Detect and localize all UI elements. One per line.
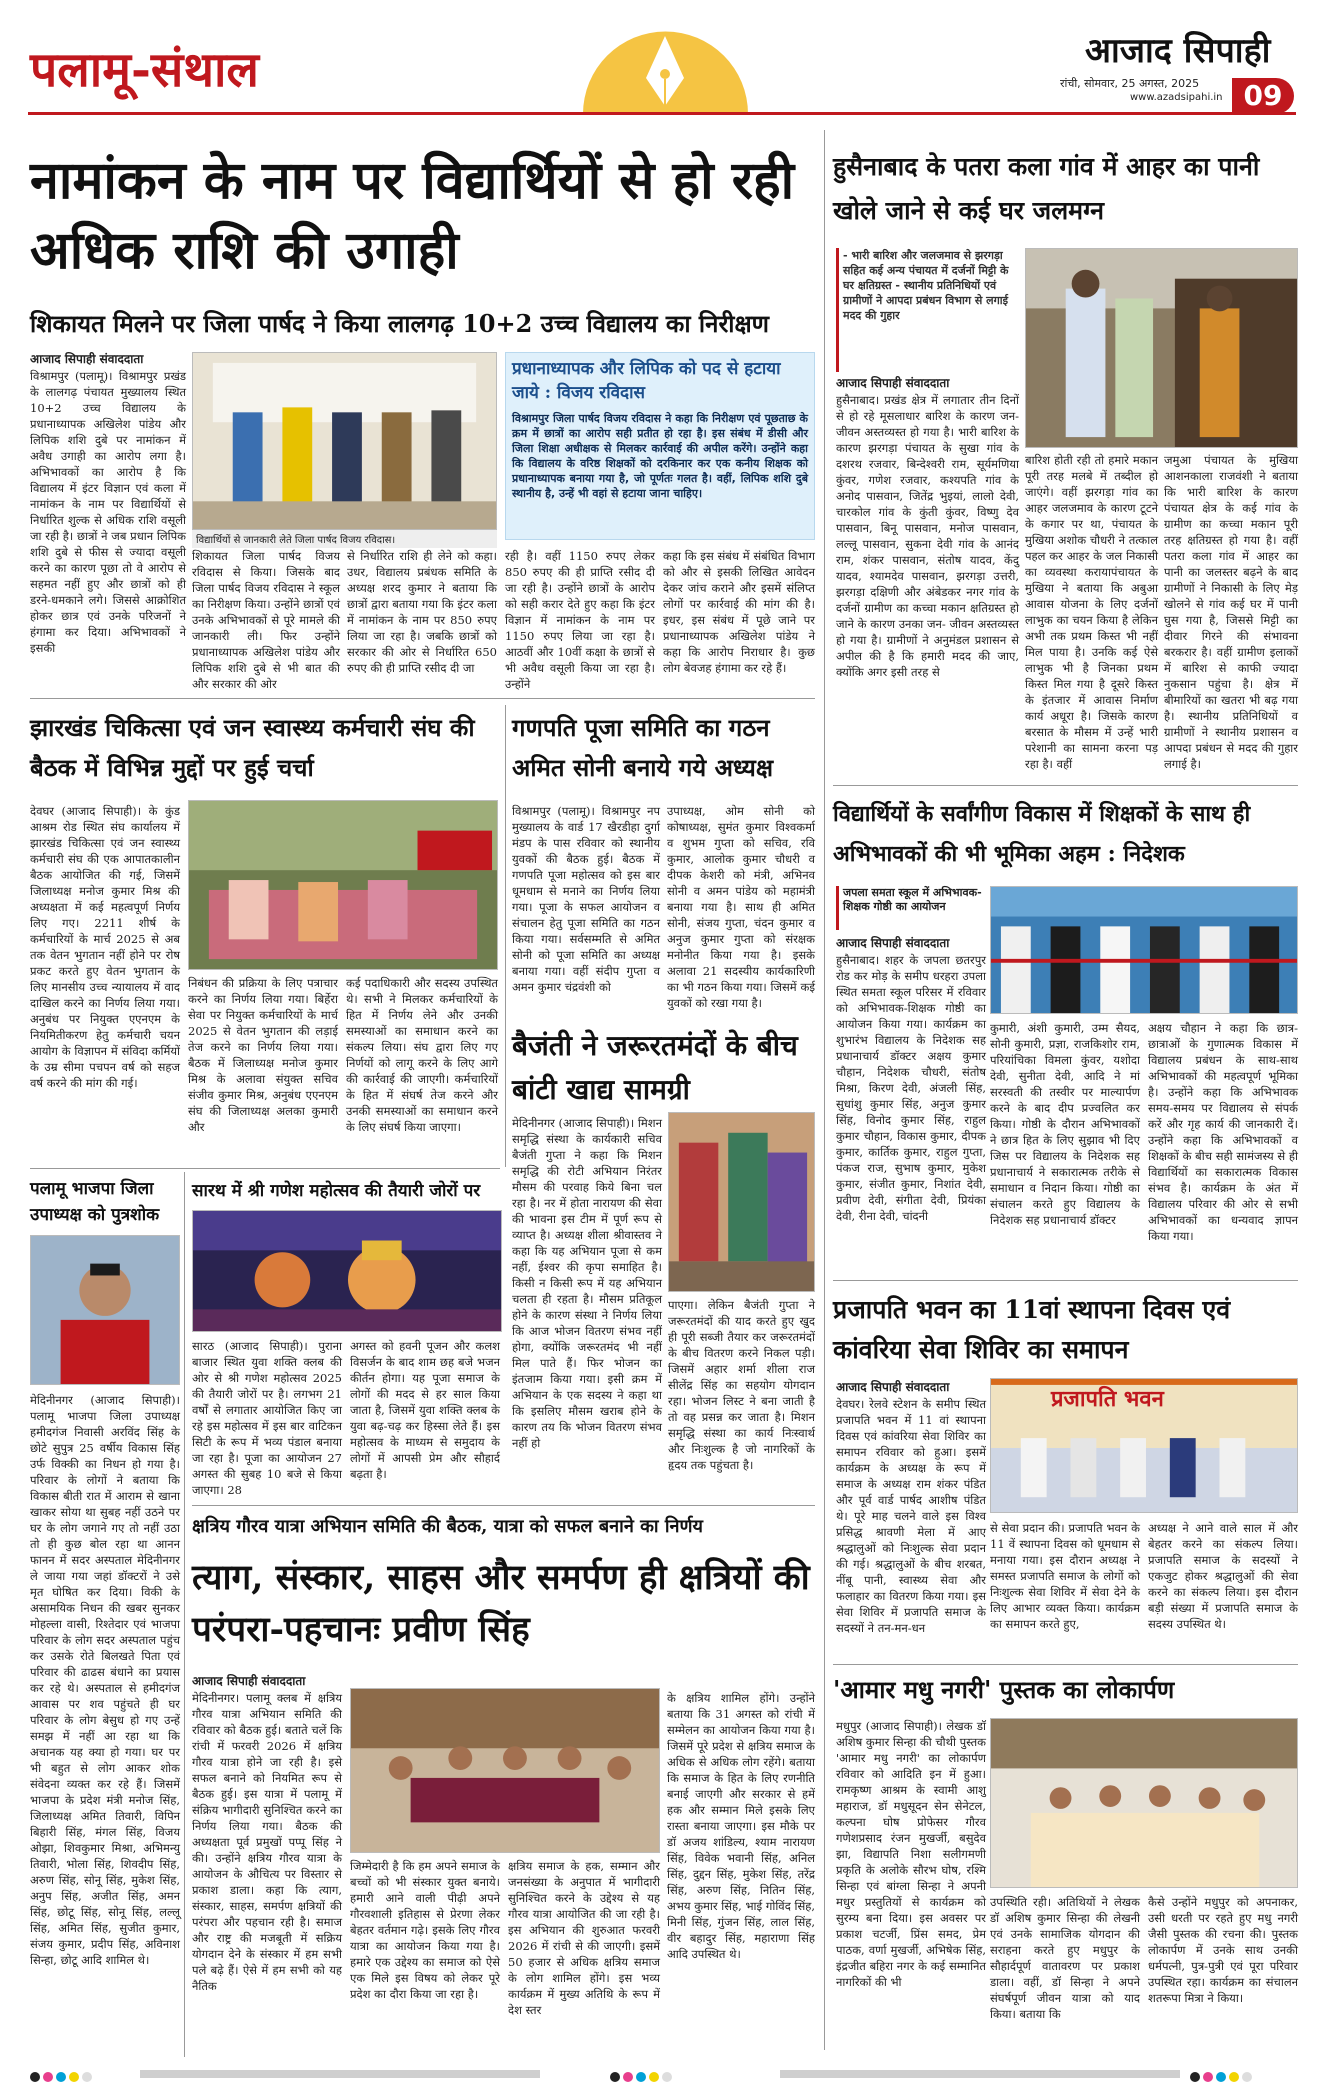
kshatriya-col-3: क्षत्रिय समाज के हक, सम्मान और जनसंख्या के अनुपात में भागीदारी सुनिश्चित करने के उद्देश्य से यह गौरव यात्रा आयोजित की जा रही है। इस अभियान की शुरुआत फरवरी 2026 में रांची से की जाएगी। इसमें 50 हजार से अधिक क्षत्रिय समाज के लोग शामिल होंगे। इस भव्य कार्यक्रम में मुख्य अतिथि के रूप में देश स्तर [508, 1859, 660, 2017]
ahar-col-2: बारिश होती रही तो हमारे मकान पूरी तरह मलबे में तब्दील हो जाएंगे। वहीं झरगड़ा गांव का आहर जलजमाव के कारण टूटने के कगार पर था, पंचायत के मुखिया अशोक चौधरी ने तत्काल पहल कर आहर के जल निकासी का व्यवस्था करायापंचायत के मुखिया ने बताया कि अबुआ आवास योजना के लिए दर्जनों लाभुक का चयन किया है लेकिन अभी तक प्रथम किस्त भी नहीं मिल पाया है। उनकि कई ऐसे लाभुक भी है जिनका प्रथम किस्त मिल गया है दूसरे किस्त के इंतजार में आवास निर्माण कार्य अधूरा है। जिसके कारण बरसात के मौसम में उन्हें भारी परेशानी का सामना करना पड़ रहा है। वहीं [1025, 453, 1158, 771]
lead-photo-caption: विद्यार्थियों से जानकारी लेते जिला पार्षद विजय रविदास। [192, 530, 497, 548]
prajapati-col-1: देवघर। रेलवे स्टेशन के समीप स्थित प्रजापति भवन में 11 वां स्थापना दिवस एवं कांवरिया सेवा शिविर का समापन रविवार को हुआ। इसमें कार्यक्रम के अध्यक्ष के रूप में समाज के अध्यक्ष राम शंकर पंडित और पूर्व वार्ड पार्षद आशीष पंडित थे। पूरे माह चलने वाले इस विश्व प्रसिद्ध श्रावणी मेला में आए श्रद्धालुओं को निःशुल्क सेवा प्रदान की गई। श्रद्धालुओं के बीच शरबत, नींबू पानी, स्वास्थ्य सेवा और फलाहार का वितरण किया गया। इस सेवा शिविर में प्रजापति समाज के सदस्यों ने तन-मन-धन [836, 1397, 986, 1635]
paper-name: आजाद सिपाही [1085, 31, 1271, 71]
madhu-col-1: मधुपुर (आजाद सिपाही)। लेखक डॉ अशिष कुमार सिन्हा की चौथी पुस्तक 'आमार मधु नगरी' का लोकार्पण रविवार को आदिति इन में हुआ। रामकृष्ण आश्रम के स्वामी आशु महाराज, डॉ मधुसूदन सेन सेनेटल, कल्पना घोष प्रोफेसर गौरव गणेशप्रसाद रंजन मुखर्जी, बसुदेव झा, विद्यापति निशा सलीगमणी प्रकृति के अलोके सौरभ घोष, रश्मि सिन्हा एवं बांग्ला सिन्हा ने अपनी मधुर प्रस्तुतियों से कार्यक्रम को सुरम्य बना दिया। इस अवसर पर प्रकाश चटर्जी, प्रिंस समद, प्रेम पाठक, वर्णा मुखर्जी, अभिषेक सिंह, इंद्रजीत बहिरा नगर के कई सम्मानित नागरिकों की भी [836, 1719, 986, 1989]
color-swatch [1242, 2072, 1252, 2082]
color-swatch [662, 2072, 672, 2082]
row-rule [833, 1664, 1298, 1665]
kshatriya-byline: आजाद सिपाही संवाददाता [192, 1674, 306, 1688]
prajapati-col-2: से सेवा प्रदान की। प्रजापति भवन के 11 वें स्थापना दिवस को धूमधाम से मनाया गया। इस दौरान अध्यक्ष ने समस्त प्रजापति समाज के लोगों को निःशुल्क सेवा शिविर में सेवा देने के लिए आभार व्यक्त किया। कार्यक्रम का समापन करते हुए, [990, 1521, 1140, 1631]
lead-byline: आजाद सिपाही संवाददाता [30, 352, 144, 366]
pen-nib-emblem [578, 22, 753, 114]
color-swatches-center [610, 2067, 675, 2086]
lead-headline: नामांकन के नाम पर विद्यार्थियों से हो रही अधिक राशि की उगाही [30, 150, 795, 281]
madhu-headline: 'आमार मधु नगरी' पुस्तक का लोकार्पण [833, 1675, 1175, 1704]
madhu-col-3: कैसे उन्होंने मधुपुर को अपनाकर, उसी धरती पर रहते हुए मधु नगरी जैसी पुस्तक की रचना की। पुस्तक लोकार्पण में उनके साथ उनकी धर्मपत्नी, पुत्र-पुत्री एवं पूरा परिवार उपस्थित रहा। कार्यक्रम का संचालन शतरूपा मित्रा ने किया। [1148, 1895, 1298, 2005]
teachers-headline: विद्यार्थियों के सर्वांगीण विकास में शिक्षकों के साथ ही अभिभावकों की भी भूमिका अहम : निदेशक [833, 801, 1251, 867]
color-swatch [623, 2072, 633, 2082]
column-rule [184, 1172, 185, 2057]
color-swatch [30, 2072, 40, 2082]
food-photo [668, 1112, 815, 1292]
color-swatch [56, 2072, 66, 2082]
website: www.azadsipahi.in [1130, 92, 1223, 103]
food-headline: बैजंती ने जरूरतमंदों के बीच बांटी खाद्य सामग्री [512, 1029, 798, 1106]
bjp-photo [30, 1235, 180, 1385]
dateline: रांची, सोमवार, 25 अगस्त, 2025 [1060, 77, 1200, 90]
color-swatch [649, 2072, 659, 2082]
kshatriya-kicker: क्षत्रिय गौरव यात्रा अभियान समिति की बैठक, यात्रा को सफल बनाने का निर्णय [192, 1516, 703, 1537]
prajapati-headline: प्रजापति भवन का 11वां स्थापना दिवस एवं कांवरिया सेवा शिविर का समापन [833, 1295, 1231, 1364]
row-rule [30, 698, 815, 699]
teachers-photo [990, 886, 1298, 1014]
lead-col-2: शिकायत जिला पार्षद विजय रविदास से किया। जिसके बाद जिला पार्षद विजय रविदास ने स्कूल का निरीक्षण किया। उन्होंने छात्रों एवं उनके अभिभावकों से पूरे मामले की जानकारी ली। फिर उन्होंने प्रधानाध्यापक अखिलेश पांडेय और लिपिक शशि दुबे से भी बात की और सरकार की ओर [192, 549, 340, 691]
color-swatches-right [1190, 2067, 1255, 2086]
lead-col-5: कहा कि इस संबंध में संबंधित विभाग को और से इसकी लिखित आवेदन देकर जांच कराने और इसमें संलिप्त लोगों पर कार्रवाई की मांग की है। इधर, इस संबंध में पूछे जाने पर प्रधानाध्यापक अखिलेश पांडेय ने कहा कि आरोप निराधार है। कुछ लोग बेवजह हंगामा कर रहे हैं। [663, 549, 815, 675]
row-rule [833, 1280, 1298, 1281]
column-rule [505, 705, 506, 1167]
kshatriya-photo [350, 1688, 660, 1853]
health-col-2: निबंधन की प्रक्रिया के लिए पत्राचार करने का निर्णय लिया गया। बिर्हेरा सेवा पर नियुक्त कर्मचारियों के मार्च 2025 से वेतन भुगतान की लड़ाई तेज करने का निर्णय लिया गया। बैठक में जिलाध्यक्ष मनोज कुमार मिश्र के अलावा संयुक्त सचिव संजीव कुमार मिश्र, अनुबंध एएनएम संघ की जिलाध्यक्ष अलका कुमारी और [188, 976, 338, 1134]
sarath-col-1: सारठ (आजाद सिपाही)। पुराना बाजार स्थित युवा शक्ति क्लब की ओर से श्री गणेश महोत्सव 2025 की तैयारी जोरों पर है। लगभग 21 वर्षों से लगातार आयोजित किए जा रहे इस महोत्सव में इस बार वाटिकन सिटी के रूप में भव्य पंडाल बनाया जा रहा है। पूजा का आयोजन 27 अगस्त की सुबह 10 बजे से किया जाएगा। 28 [192, 1339, 342, 1497]
teachers-col-2: कुमारी, अंशी कुमारी, उम्म सैयद, सोनी कुमारी, प्रज्ञा, राजकिशोर राम, परियांचिका विमला कुंवर, यशोदा देवी, सुनीता देवी, आदि ने मां सरस्वती की तस्वीर पर माल्यार्पण करने के बाद दीप प्रज्वलित कर किया। गोष्ठी के दौरान अभिभावकों ने छात्र हित के लिए सुझाव भी दिए जिस पर विद्यालय के निदेशक सह प्रधानाचार्य ने सकारात्मक तरीके से समाधान व निदान किया। गोष्ठी का संचालन करते हुए विद्यालय के निदेशक सह प्रधानाचार्य डॉक्टर [990, 1021, 1140, 1227]
sarath-photo [192, 1210, 502, 1332]
health-col-1: देवघर (आजाद सिपाही)। के कुंड आश्रम रोड स्थित संघ कार्यालय में झारखंड चिकित्सा एवं जन स्वास्थ्य कर्मचारी संघ की एक आपातकालीन बैठक आयोजित की गई, जिसमें जिलाध्यक्ष मनोज कुमार मिश्र की अध्यक्षता में कई महत्वपूर्ण निर्णय लिए गए। 2211 शीर्ष के कर्मचारियों के मार्च 2025 से अब तक वेतन भुगतान नहीं होने पर रोष प्रकट करते हुए वेतन भुगतान के लिए मानसीय उच्च न्यायालय में वाद दाखिल करने का निर्णय लिया गया। अनुबंध पर नियुक्त एएनएम के नियमितीकरण हेतु कर्मचारी चयन आयोग के विज्ञापन में संविदा कर्मियों के उम्र सीमा पचपन वर्ष को सहज वर्ष करने की मांग की गई। [30, 804, 180, 1090]
ahar-photo [1025, 248, 1298, 448]
madhu-photo [990, 1718, 1298, 1888]
health-headline: झारखंड चिकित्सा एवं जन स्वास्थ्य कर्मचारी संघ की बैठक में विभिन्न मुद्दों पर हुई चर्चा [30, 713, 475, 782]
color-swatches-left [30, 2067, 95, 2086]
page-number: 09 [1232, 78, 1294, 114]
ahar-col-3: जमुआ पंचायत के मुखिया आशनकाला राजवंशी ने बताया कि भारी बारिश के कारण पंचायत क्षेत्र के कई गांव के ग्रामीण का कच्चा मकान पूरी तरह क्षतिग्रस्त हो गया है। वहीं पतरा कला गांव में आहर का पानी का जलस्तर बढ़ने के बाद ग्रामीणों ने निकासी के लिए मेड़ खोलने से गांव कई घर में पानी घुस गया है, जिससे मिट्टी का दीवार गिरने की संभावना बरकरार है। वहीं ग्रामीण इलाकों में बारिश से काफी ज्यादा नुकसान पहुंचा है। क्षेत्र में बीमारियों का खतरा भी बढ़ गया है। स्थानीय प्रतिनिधियों व ग्रामीणों ने स्थानीय प्रशासन व आपदा प्रबंधन से मदद की गुहार लगाई है। [1164, 453, 1298, 771]
section-title: पलामू-संथाल [30, 42, 259, 98]
quote-box-title: प्रधानाध्यापक और लिपिक को पद से हटाया जाये : विजय रविदास [512, 359, 781, 403]
bjp-text: मेदिनीनगर (आजाद सिपाही)। पलामू भाजपा जिला उपाध्यक्ष हमीदगंज निवासी अरविंद सिंह के छोटे सुपुत्र 25 वर्षीय विकास सिंह उर्फ विक्की का निधन हो गया है। परिवार के लोगों ने बताया कि विकास बीती रात में आराम से खाना खाकर सोया था सुबह नहीं उठने पर घर के लोग जगाने गए तो नहीं उठा तो ही कुछ बोल रहा था आनन फानन में सदर अस्पताल मेदिनीनगर ले जाया गया जहां डॉक्टरों ने उसे मृत घोषित कर दिया। विकी के असामयिक निधन की खबर सुनकर मोहल्ला वासी, रिश्तेदार एवं भाजपा परिवार के लोग सदर अस्पताल पहुंच कर उसके रोते बिलखते पिता एवं परिवार की ढाढस बंधाने का प्रयास कर रहे थे। अस्पताल से हमीदगंज आवास पर शव पहुंचते ही घर परिवार के लोग बेसुध हो गए उन्हें समझ में नहीं आ रहा था कि अचानक यह क्या हो गया। घर पर भी बहुत से लोग आकर शोक संवेदना व्यक्त कर रहे हैं। जिसमें भाजपा के प्रदेश मंत्री मनोज सिंह, जिलाध्यक्ष अमित तिवारी, विपिन बिहारी सिंह, मंगल सिंह, विजय ओझा, शिवकुमार मिश्रा, अभिमन्यु तिवारी, भोला सिंह, शिवदीप सिंह, अरुण सिंह, सोनू सिंह, मुकेश सिंह, अनुप सिंह, अजीत सिंह, अमन सिंह, छोटू सिंह, सोनू सिंह, लल्लू सिंह, अमित सिंह, सुजीत कुमार, संजय कुमार, प्रदीप सिंह, अविनाश सिन्हा, छोटू आदि शामिल थे। [30, 1393, 180, 1967]
madhu-col-2: उपस्थिति रही। अतिथियों ने लेखक डॉ अशिष कुमार सिन्हा की लेखनी एवं उनके सामाजिक योगदान की सराहना करते हुए मधुपुर के सौहार्दपूर्ण वातावरण पर प्रकाश डाला। वहीं, डॉ सिन्हा ने अपने संघर्षपूर्ण जीवन यात्रा को याद किया। बताया कि [990, 1895, 1140, 2021]
food-col-2: पाएगा। लेकिन बैजंती गुप्ता ने जरूरतमंदों की याद करते हुए खुद ही पूरी सब्जी तैयार कर जरूरतमंदों के बीच वितरण करने निकल पड़ी। जिसमें अहार शर्मा शीला राज सीलेंद्र सिंह का सहयोग योगदान रहा। भोजन लिस्ट ने बना जाती है तो वह प्रसन्न कर जाता है। मिशन समृद्धि संस्था का कार्य निःस्वार्थ और निःशुल्क है जो नागरिकों के हृदय तक पहुंचता है। [668, 1298, 815, 1472]
ganpati-col-2: उपाध्यक्ष, ओम सोनी को कोषाध्यक्ष, सुमंत कुमार विश्वकर्मा व शुभम गुप्ता को सचिव, रवि कुमार, आलोक कुमार चौधरी व दीपक केशरी को मंत्री, अभिनव सोनी व अमन पांडेय को महामंत्री बनाया गया है। साथ ही अमित सोनी, संजय गुप्ता, चंदन कुमार व अनुज कुमार गुप्ता को संरक्षक मनोनीत किया गया है। इसके अलावा 21 सदस्यीय कार्यकारिणी का भी गठन किया गया। जिसमें कई युवकों को रखा गया है। [667, 804, 815, 1010]
registration-bar [780, 2070, 1180, 2078]
kshatriya-col-4: के क्षत्रिय शामिल होंगे। उन्होंने बताया कि 31 अगस्त को रांची में सम्मेलन का आयोजन किया गया है। जिसमें पूरे प्रदेश से क्षत्रिय समाज के अधिक से अधिक लोग रहेंगे। बताया कि समाज के हित के लिए रणनीति बनाई जाएगी और सरकार से हमें हक और सम्मान मिले इसके लिए रास्ता बनाया जाएगा। इस मौके पर डॉ अजय शांडिल्य, श्याम नारायण सिंह, विवेक भवानी सिंह, अनिल सिंह, दुद्दन सिंह, मुकेश सिंह, तरेंद्र सिंह, अरुण सिंह, नितिन सिंह, अभय कुमार सिंह, भाई गोविंद सिंह, मिनी सिंह, गुंजन सिंह, लाल सिंह, वीर बहादुर सिंह, महाराणा सिंह आदि उपस्थित थे। [667, 1691, 815, 1961]
lead-photo [192, 352, 497, 530]
color-swatch [636, 2072, 646, 2082]
color-swatch [69, 2072, 79, 2082]
color-swatch [610, 2072, 620, 2082]
color-swatch [1190, 2072, 1200, 2082]
row-rule [833, 785, 1298, 786]
ahar-headline: हुसैनाबाद के पतरा कला गांव में आहर का पानी खोले जाने से कई घर जलमग्न [833, 152, 1260, 225]
lead-quote-box [505, 352, 815, 540]
quote-box-text: विश्रामपुर जिला पार्षद विजय रविदास ने कहा कि निरीक्षण एवं पूछताछ के क्रम में छात्रों का आरोप सही प्रतीत हो रहा है। इस संबंध में डीसी और जिला शिक्षा अधीक्षक से मिलकर कार्रवाई की अपील करेंगे। उन्होंने कहा कि विद्यालय के वरिष्ठ शिक्षकों को दरकिनार कर एक कनीय शिक्षक को प्रधानाध्यापक बनाया गया है, जो पूर्णतः गलत है। वहीं, लिपिक शशि दुबे स्थानीय है, उन्हें भी वहां से हटाया जाना चाहिए। [512, 412, 808, 500]
ganpati-headline: गणपति पूजा समिति का गठन अमित सोनी बनाये गये अध्यक्ष [512, 713, 774, 782]
lead-col-4: रही है। वहीं 1150 रुपए लेकर 850 रुपए की ही प्राप्ति रसीद दी जा रही है। उन्होंने छात्रों के आरोप को सही करार देते हुए कहा कि इंटर विज्ञान में नामांकन के नाम पर 1150 रुपए लिया जा रहा है। आठवीं और 10वीं कक्षा के छात्रों से भी अवैध वसूली किया जा रहा है। उन्होंने [505, 549, 655, 691]
ahar-bullets: - भारी बारिश और जलजमाव से झरगड़ा सहित कई अन्य पंचायत में दर्जनों मिट्टी के घर क्षतिग्रस्त - स्थानीय प्रतिनिधियों एवं ग्रामीणों ने आपदा प्रबंधन विभाग से लगाई मदद की गुहार [836, 248, 1021, 372]
row-rule [192, 1505, 815, 1506]
sarath-headline: सारथ में श्री गणेश महोत्सव की तैयारी जोरों पर [192, 1181, 481, 1201]
sarath-col-2: अगस्त को हवनी पूजन और कलश विसर्जन के बाद शाम छह बजे भजन कीर्तन होगा। यह पूजा समाज के लोगों की मदद से हर साल किया जाता है, जिसमें युवा शक्ति क्लब के युवा बढ़-चढ़ कर हिस्सा लेते हैं। इस महोत्सव के माध्यम से समुदाय के लोगों में आपसी प्रेम और सौहार्द बढ़ता है। [350, 1339, 500, 1481]
health-col-3: कई पदाधिकारी और सदस्य उपस्थित थे। सभी ने मिलकर कर्मचारियों के हित में निर्णय लेने और उनकी समस्याओं का समाधान करने का संकल्प लिया। संघ द्वारा लिए गए निर्णयों को लागू करने के लिए आगे की कार्रवाई की जाएगी। कर्मचारियों के हित में संघर्ष तेज करने और उनकी समस्याओं का समाधान करने के लिए संघर्ष किया जाएगा। [346, 976, 498, 1134]
food-col-1: मेदिनीनगर (आजाद सिपाही)। मिशन समृद्धि संस्था के कार्यकारी सचिव बैजंती गुप्ता ने कहा कि मिशन समृद्धि की रोटी अभियान निरंतर मौसम की परवाह किये बिना चल रहा है। नर में होता नारायण की सेवा की भावना इस टीम में पूर्ण रूप से व्याप्त है। अध्यक्ष शीला श्रीवास्तव ने कहा कि यह अभियान पूजा से कम नहीं, ईश्वर की कृपा समाहित है। किसी न किसी रूप में यह अभियान चलता ही रहता है। मौसम प्रतिकूल होने के कारण संस्था ने निर्णय लिया कि आज भोजन वितरण संभव नहीं होगा, क्योंकि जरूरतमंद भी नहीं मिल पाते हैं। फिर भोजन का इंतजाम किया गया। इसी क्रम में अभियान के एक सदस्य ने कहा था कि इसलिए मौसम खराब होने के कारण तय कि भोजन वितरण संभव नहीं हो [512, 1116, 662, 1450]
registration-bar [140, 2070, 540, 2078]
lead-subhead: शिकायत मिलने पर जिला पार्षद ने किया लालगढ़ 10+2 उच्च विद्यालय का निरीक्षण [30, 309, 770, 338]
teachers-byline: आजाद सिपाही संवाददाता [836, 936, 950, 950]
row-rule [30, 1168, 500, 1169]
health-photo [188, 800, 498, 970]
kshatriya-col-1: मेदिनीनगर। पलामू क्लब में क्षत्रिय गौरव यात्रा अभियान समिति की रविवार को बैठक हुई। बताते चलें कि रांची में फरवरी 2026 में क्षत्रिय गौरव यात्रा होने जा रही है। इसे सफल बनाने को नियमित रूप से बैठक हुई। इस यात्रा में पलामू में संक्रिय भागीदारी सुनिश्चित करने का निर्णय लिया गया। बैठक की अध्यक्षता पूर्व प्रमुखों पप्पू सिंह ने की। उन्होंने क्षत्रिय गौरव यात्रा के आयोजन के औचित्य पर विस्तार से प्रकाश डाला। कहा कि त्याग, संस्कार, साहस, समर्पण क्षत्रियों की परंपरा और पहचान रही है। समाज और राष्ट्र की मजबूती में सक्रिय योगदान देने के संस्कार में हम सभी पले बढ़े हैं। ऐसे में हम सभी को यह नैतिक [192, 1691, 342, 1993]
teachers-subhead: जपला समता स्कूल में अभिभावक-शिक्षक गोष्ठी का आयोजन [836, 886, 986, 930]
lead-col-1: विश्रामपुर (पलामू)। विश्रामपुर प्रखंड के लालगढ़ पंचायत मुख्यालय स्थित 10+2 उच्च विद्यालय के प्रधानाध्यापक अखिलेश पांडेय और लिपिक शशि दुबे पर नामांकन में अवैध उगाही का आरोप लगा है। अभिभावकों का आरोप है कि विद्यालय में इंटर विज्ञान एवं कला में नामांकन के नाम पर विद्यार्थियों से निर्धारित शुल्क से अधिक राशि वसूली जा रही है। छात्रों ने जब प्रधान लिपिक शशि दुबे से फीस से ज्यादा वसूली करने का कारण पूछा तो वे आरोप से सहमत नहीं हुए और छात्रों को ही डरने-धमकाने लगे। जिससे आक्रोशित होकर छात्र एवं उनके परिजनों ने हंगामा कर दिया। अभिभावकों ने इसकी [30, 369, 186, 655]
teachers-col-1: हुसैनाबाद। शहर के जपला छतरपुर रोड कर मोड़ के समीप धरहरा उपला स्थित समता स्कूल परिसर में रविवार को अभिभावक-शिक्षक गोष्ठी का आयोजन किया गया। कार्यक्रम का शुभारंभ विद्यालय के निदेशक सह प्रधानाचार्य डॉक्टर अक्षय कुमार चौहान, निदेशक चौधरी, संतोष मिश्रा, किरण देवी, अंजली सिंह, सुधांशु कुमार सिंह, अनुज कुमार सिंह, विनोद कुमार सिंह, राहुल कुमार चौहान, विकास कुमार, दीपक कुमार, कार्तिक कुमार, राहुल गुप्ता, पंकज राज, सुभाष कुमार, मुकेश कुमार, संजीत कुमार, निशांत देवी, प्रवीण देवी, संगीता देवी, प्रियंका देवी, रीना देवी, चांदनी [836, 953, 986, 1223]
masthead-rule [28, 112, 1296, 115]
color-swatch [1216, 2072, 1226, 2082]
teachers-col-3: अक्षय चौहान ने कहा कि छात्र-छात्राओं के गुणात्मक विकास में विद्यालय प्रबंधन के साथ-साथ अभिभावकों की महत्वपूर्ण भूमिका है। उन्होंने कहा कि अभिभावक समय-समय पर विद्यालय से संपर्क करें और गृह कार्य की जानकारी दें। उन्होंने कहा कि अभिभावकों व शिक्षकों के बीच सही सामंजस्य से ही विद्यार्थियों का सकारात्मक विकास संभव है। कार्यक्रम के अंत में विद्यालय परिवार की ओर से सभी अभिभावकों का धन्यवाद ज्ञापन किया गया। [1148, 1021, 1298, 1243]
bjp-headline: पलामू भाजपा जिला उपाध्यक्ष को पुत्रशोक [30, 1179, 160, 1225]
prajapati-photo [990, 1378, 1298, 1513]
lead-col-3: से निर्धारित राशि ही लेने को कहा। उधर, विद्यालय प्रबंधक समिति के अध्यक्ष शरद कुमार ने बताया कि छात्रों द्वारा बताया गया कि इंटर कला में नामांकन के नाम पर 850 रुपए लिया जा रहा है। जबकि छात्रों को सरकार की ओर से निर्धारित 650 रुपए की ही प्राप्ति रसीद दी जा [347, 549, 497, 675]
footer [30, 2066, 1298, 2080]
ahar-byline: आजाद सिपाही संवाददाता [836, 376, 950, 390]
prajapati-col-3: अध्यक्ष ने आने वाले साल में और बेहतर करने का संकल्प लिया। प्रजापति समाज के सदस्यों ने एकजुट होकर श्रद्धालुओं की सेवा करने का संकल्प लिया। इस दौरान बड़ी संख्या में प्रजापति समाज के सदस्य उपस्थित थे। [1148, 1521, 1298, 1631]
prajapati-banner: प्रजापति भवन [1051, 1386, 1164, 1412]
prajapati-byline: आजाद सिपाही संवाददाता [836, 1380, 950, 1394]
masthead [0, 0, 1325, 118]
color-swatch [82, 2072, 92, 2082]
ganpati-col-1: विश्रामपुर (पलामू)। विश्रामपुर नप मुख्यालय के वार्ड 17 खैरडीहा दुर्गा मंडप के पास रविवार को स्थानीय युवकों की बैठक हुई। बैठक में गणपति पूजा महोत्सव को इस बार धूमधाम से मनाने का निर्णय लिया गया। पूजा के सफल आयोजन व संचालन हेतु पूजा समिति का गठन किया गया। सर्वसम्मति से अमित सोनी को पूजा समिति का अध्यक्ष बनाया गया। वहीं संदीप गुप्ता व अमन कुमार चंद्रवंशी को [512, 804, 660, 994]
color-swatch [1203, 2072, 1213, 2082]
color-swatch [43, 2072, 53, 2082]
column-rule [824, 130, 825, 2050]
kshatriya-col-2: जिम्मेदारी है कि हम अपने समाज के बच्चों को भी संस्कार युक्त बनाये। हमारी आने वाली पीढ़ी अपने गौरवशाली इतिहास से प्रेरणा लेकर बेहतर वर्तमान गढ़े। इसके लिए गौरव यात्रा का आयोजन किया गया है। हमारे एक उद्देश्य का समाज को ऐसे एक मिले इस विषय को लेकर पूरे प्रदेश का दौरा किया जा रहा है। [350, 1859, 500, 2001]
ahar-col-1: हुसैनाबाद। प्रखंड क्षेत्र में लगातार तीन दिनों से हो रहे मूसलाधार बारिश के कारण जन- जीवन अस्तव्यस्त हो गया है। भारी बारिश के कारण झरगड़ा पंचायत के सुखा गांव के दशरथ रजवार, बिन्देश्वरी राम, सूर्यमणिया कुंवर, गणेश रजवार, कश्यपति गांव के अनोद पासवान, जितेंद्र भुइयां, लालो देवी, चारकोल गांव के कुंती कुंवर, विष्णु देव पासवान, बिनू पासवान, मनोज पासवान, लल्लू पासवान, सुकना देवी गांव के आनंद राम, शंकर पासवान, संतोष यादव, केंदु यादव, श्यामदेव पासवान, झरगड़ा उत्तरी, झरगड़ा दक्षिणी और अंबेडकर नगर गांव के दर्जनों ग्रामीण का कच्चा मकान क्षतिग्रस्त हो जाने के कारण उनका जन- जीवन अस्तव्यस्त हो गया है। ग्रामीणों ने अनुमंडल प्रशासन से अपील की है कि हमारी मदद की जाए, क्योंकि अगर इसी तरह से [836, 393, 1019, 679]
color-swatch [1229, 2072, 1239, 2082]
kshatriya-headline: त्याग, संस्कार, साहस और समर्पण ही क्षत्रियों की परंपरा-पहचानः प्रवीण सिंह [192, 1557, 810, 1650]
